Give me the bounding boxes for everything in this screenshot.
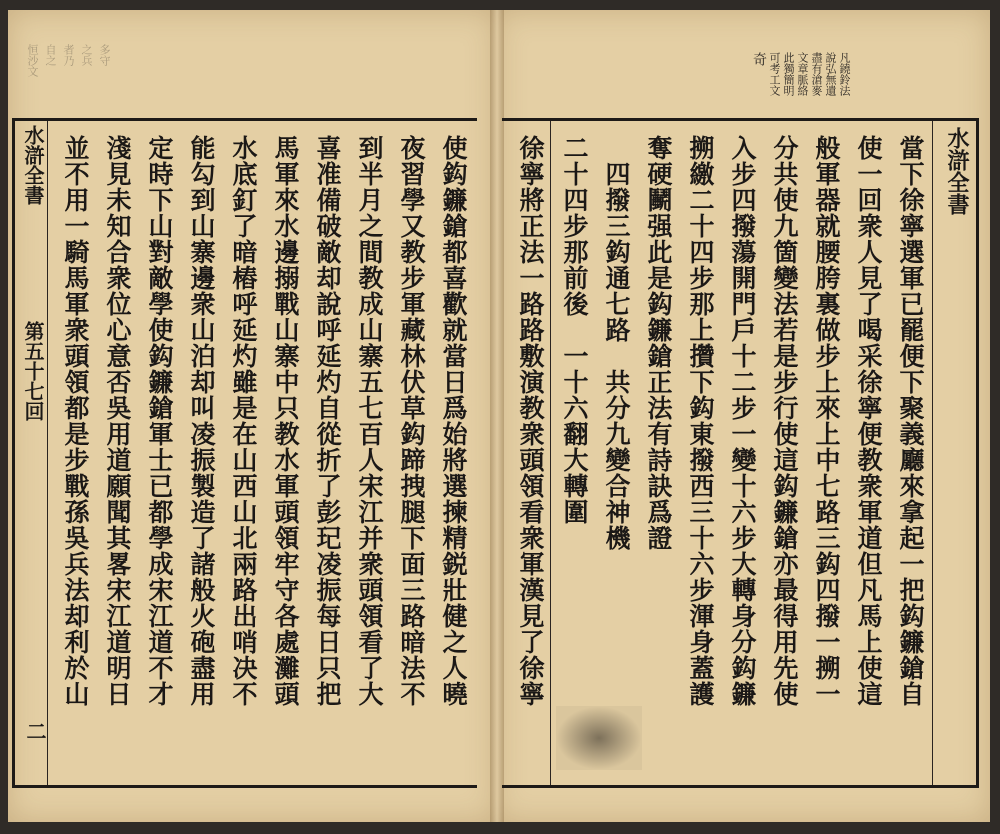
text-column: 水底釘了暗樁呼延灼雖是在山西山北兩路出哨决不 bbox=[229, 135, 258, 707]
ink-stain bbox=[556, 706, 642, 770]
side-book-title: 水滸全書 bbox=[21, 125, 45, 205]
text-column: 般軍器就腰胯裏做步上來上中七路三鈎四撥一搠一 bbox=[812, 135, 841, 707]
text-column: 淺見未知合衆位心意否吳用道願聞其畧宋江道明日 bbox=[103, 135, 132, 707]
commentary-note: 文章脈絡 bbox=[796, 52, 809, 96]
text-column: 定時下山對敵學使鈎鐮鎗軍士已都學成宋江道不才 bbox=[145, 135, 174, 707]
bleed-through-text: 者乃 bbox=[62, 44, 75, 66]
text-column: 喜准備破敵却說呼延灼自從折了彭玘凌振每日只把 bbox=[313, 135, 342, 707]
bleed-through-text: 恒沙文 bbox=[26, 44, 39, 77]
text-column: 搠繳二十四步那上攢下鈎東撥西三十六步渾身蓋護 bbox=[686, 135, 715, 707]
commentary-note: 奇 bbox=[751, 52, 767, 66]
text-column: 當下徐寧選軍已罷便下聚義廳來拿起一把鈎鐮鎗自 bbox=[896, 135, 925, 707]
verse-column: 四撥三鈎通七路 共分九變合神機 bbox=[602, 135, 631, 551]
page-number: 二 bbox=[23, 721, 47, 741]
left-text-frame bbox=[12, 118, 477, 788]
commentary-note: 凡鐃鈴法 bbox=[838, 52, 851, 96]
bleed-through-text: 自之 bbox=[44, 44, 57, 66]
commentary-note: 盡有滄麥 bbox=[810, 52, 823, 96]
bleed-through-text: 多守 bbox=[98, 44, 111, 66]
text-column: 使鈎鐮鎗都喜歡就當日爲始將選揀精鋭壯健之人曉 bbox=[439, 135, 468, 707]
text-column: 使一回衆人見了喝采徐寧便教衆軍道但凡馬上使這 bbox=[854, 135, 883, 707]
text-column: 夜習學又教步軍藏林伏草鈎蹄拽腿下面三路暗法不 bbox=[397, 135, 426, 707]
commentary-note: 說弘無遺 bbox=[824, 52, 837, 96]
text-column: 能勾到山寨邊衆山泊却叫凌振製造了諸般火砲盡用 bbox=[187, 135, 216, 707]
bleed-through-text: 之兵 bbox=[80, 44, 93, 66]
text-column: 徐寧將正法一路路敷演教衆頭領看衆軍漢見了徐寧 bbox=[516, 135, 545, 707]
commentary-note: 此獨簡明 bbox=[782, 52, 795, 96]
commentary-note: 可考工文 bbox=[768, 52, 781, 96]
text-column: 馬軍來水邊搦戰山寨中只教水軍頭領牢守各處灘頭 bbox=[271, 135, 300, 707]
text-column: 分共使九箇變法若是步行使這鈎鐮鎗亦最得用先使 bbox=[770, 135, 799, 707]
right-text-frame bbox=[502, 118, 979, 788]
text-column: 並不用一騎馬軍衆頭領都是步戰孫吳兵法却利於山 bbox=[61, 135, 90, 707]
text-column: 入步四撥蕩開門戶十二步一變十六步大轉身分鈎鐮 bbox=[728, 135, 757, 707]
text-column: 到半月之間教成山寨五七百人宋江并衆頭領看了大 bbox=[355, 135, 384, 707]
chapter-label: 第五十七回 bbox=[21, 321, 45, 421]
verse-column: 二十四步那前後 一十六翻大轉圍 bbox=[560, 135, 589, 525]
text-column: 奪硬鬭强此是鈎鐮鎗正法有詩訣爲證 bbox=[644, 135, 673, 551]
book-title: 水滸全書 bbox=[944, 127, 970, 215]
